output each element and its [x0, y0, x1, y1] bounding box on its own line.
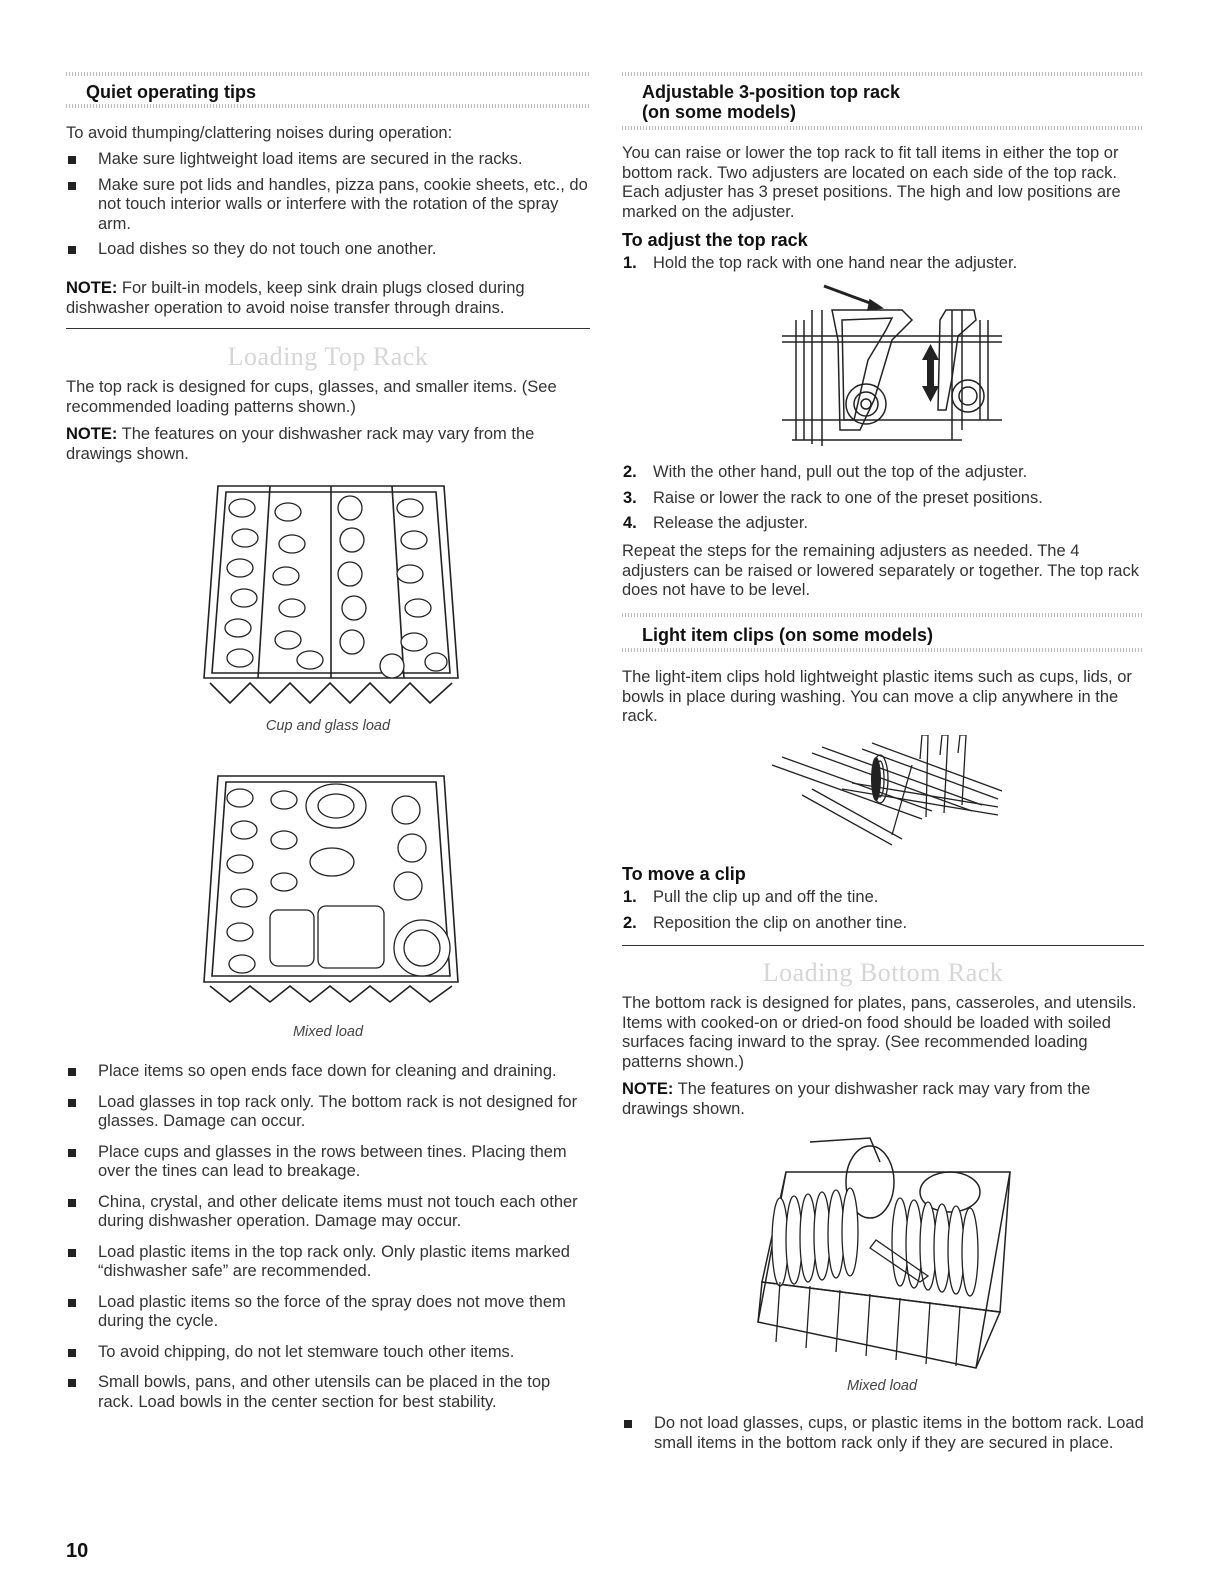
heading-line: Adjustable 3-position top rack — [642, 82, 901, 102]
section-divider — [622, 945, 1144, 946]
move-clip-steps — [622, 888, 1144, 933]
quiet-note — [66, 279, 586, 318]
list-item: Place cups and glasses in the rows between tines. Placing them over the tines can lead to breakage. — [66, 1143, 590, 1182]
caption-cup-glass: Cup and glass load — [265, 718, 391, 734]
list-item: China, crystal, and other delicate items must not touch each other during dishwasher operation. Damage may occur. — [66, 1193, 590, 1232]
bottom-rack-intro: The bottom rack is designed for plates, pans, casseroles, and utensils. Items with cooked-on or dried-on food should be loaded with soiled surfaces facing inward to the spray. (See recommended loading patterns shown.) — [622, 994, 1137, 1071]
light-item-clip-illustration — [772, 735, 1002, 855]
adjust-steps-list — [622, 463, 1144, 534]
note-text: For built-in models, keep sink drain plugs closed during dishwasher operation to avoid noise transfer through drains. — [66, 279, 525, 317]
note-label: NOTE: — [622, 1080, 674, 1098]
light-item-clips-heading: Light item clips (on some models) — [642, 625, 934, 645]
top-rack-bullets — [66, 1062, 590, 1412]
bottom-rack-note — [622, 1080, 1144, 1119]
step-text: Reposition the clip on another tine. — [653, 913, 908, 932]
note-label: NOTE: — [66, 279, 118, 297]
rack-adjuster-illustration — [782, 280, 1002, 456]
top-rack-intro: The top rack is designed for cups, glasses, and smaller items. (See recommended loading patterns shown.) — [66, 378, 557, 416]
list-item: Make sure lightweight load items are secured in the racks. — [66, 150, 590, 170]
step-text: Pull the clip up and off the tine. — [653, 888, 879, 906]
list-item — [622, 463, 1144, 483]
list-item: Do not load glasses, cups, or plastic items in the bottom rack. Load small items in the bottom rack only if they are secured in place. — [622, 1414, 1144, 1453]
list-item: Small bowls, pans, and other utensils can be placed in the top rack. Load bowls in the center section for best stability. — [66, 1373, 590, 1412]
section-title-top-rack: Loading Top Rack — [227, 342, 429, 371]
cup-glass-rack-illustration — [200, 478, 462, 708]
list-item: Load glasses in top rack only. The bottom rack is not designed for glasses. Damage can occur. — [66, 1093, 590, 1132]
caption-mixed-load-top: Mixed load — [292, 1024, 364, 1040]
mixed-load-top-rack-illustration — [200, 770, 462, 1010]
section-title-bottom-rack: Loading Bottom Rack — [762, 958, 1004, 987]
step-text: Release the adjuster. — [653, 514, 809, 532]
caption-mixed-load-bottom: Mixed load — [846, 1378, 918, 1394]
adjust-subheading: To adjust the top rack — [622, 230, 808, 250]
quiet-bullets — [66, 150, 590, 260]
adjust-step-1-list — [622, 254, 1144, 274]
dotted-rule — [622, 613, 1144, 617]
list-item — [622, 914, 1144, 934]
bottom-rack-illustration — [750, 1132, 1022, 1372]
step-text: Raise or lower the rack to one of the preset positions. — [653, 488, 1043, 507]
step-number: 1. — [623, 254, 637, 272]
list-item: Load plastic items so the force of the spray does not move them during the cycle. — [66, 1293, 590, 1332]
list-item — [622, 888, 1144, 908]
step-number: 3. — [623, 488, 637, 507]
clips-intro: The light-item clips hold lightweight plastic items such as cups, lids, or bowls in place during washing. You can move a clip anywhere in the rack. — [622, 668, 1132, 725]
list-item: Load plastic items in the top rack only. Only plastic items marked “dishwasher safe” are recommended. — [66, 1243, 590, 1282]
dotted-rule — [66, 104, 590, 108]
section-divider — [66, 328, 590, 329]
note-label: NOTE: — [66, 425, 118, 443]
move-clip-subheading: To move a clip — [622, 864, 746, 884]
list-item — [622, 489, 1144, 509]
page-number: 10 — [66, 1540, 89, 1562]
list-item — [622, 254, 1144, 274]
dotted-rule — [622, 126, 1144, 130]
step-number: 2. — [623, 463, 637, 481]
step-number: 1. — [623, 888, 637, 906]
top-rack-note — [66, 425, 590, 464]
adjustable-intro: You can raise or lower the top rack to fit tall items in either the top or bottom rack. Two adjusters are located on each side of the top rack. Each adjuster has 3 preset positions. The high and low positions are marked on the adjuster. — [622, 144, 1121, 221]
dotted-rule — [66, 72, 590, 76]
note-text: The features on your dishwasher rack may vary from the drawings shown. — [622, 1080, 1091, 1118]
adjustable-rack-heading — [642, 82, 900, 122]
step-number: 4. — [623, 514, 637, 532]
note-text: The features on your dishwasher rack may vary from the drawings shown. — [66, 425, 535, 463]
list-item: Place items so open ends face down for cleaning and draining. — [66, 1062, 590, 1082]
step-text: With the other hand, pull out the top of the adjuster. — [653, 463, 1028, 481]
step-text: Hold the top rack with one hand near the adjuster. — [653, 254, 1018, 272]
list-item: Load dishes so they do not touch one another. — [66, 240, 590, 260]
list-item: To avoid chipping, do not let stemware touch other items. — [66, 1343, 590, 1363]
bottom-rack-bullets — [622, 1414, 1144, 1453]
adjust-outro: Repeat the steps for the remaining adjusters as needed. The 4 adjusters can be raised or lowered separately or together. The top rack does not have to be level. — [622, 542, 1139, 599]
list-item — [622, 514, 1144, 534]
quiet-intro: To avoid thumping/clattering noises during operation: — [66, 124, 453, 142]
list-item: Make sure pot lids and handles, pizza pans, cookie sheets, etc., do not touch interior walls or interfere with the rotation of the spray arm. — [66, 176, 590, 235]
dotted-rule — [622, 648, 1144, 652]
heading-line: (on some models) — [642, 102, 797, 122]
step-number: 2. — [623, 913, 637, 932]
dotted-rule — [622, 72, 1144, 76]
quiet-tips-heading: Quiet operating tips — [86, 82, 257, 102]
